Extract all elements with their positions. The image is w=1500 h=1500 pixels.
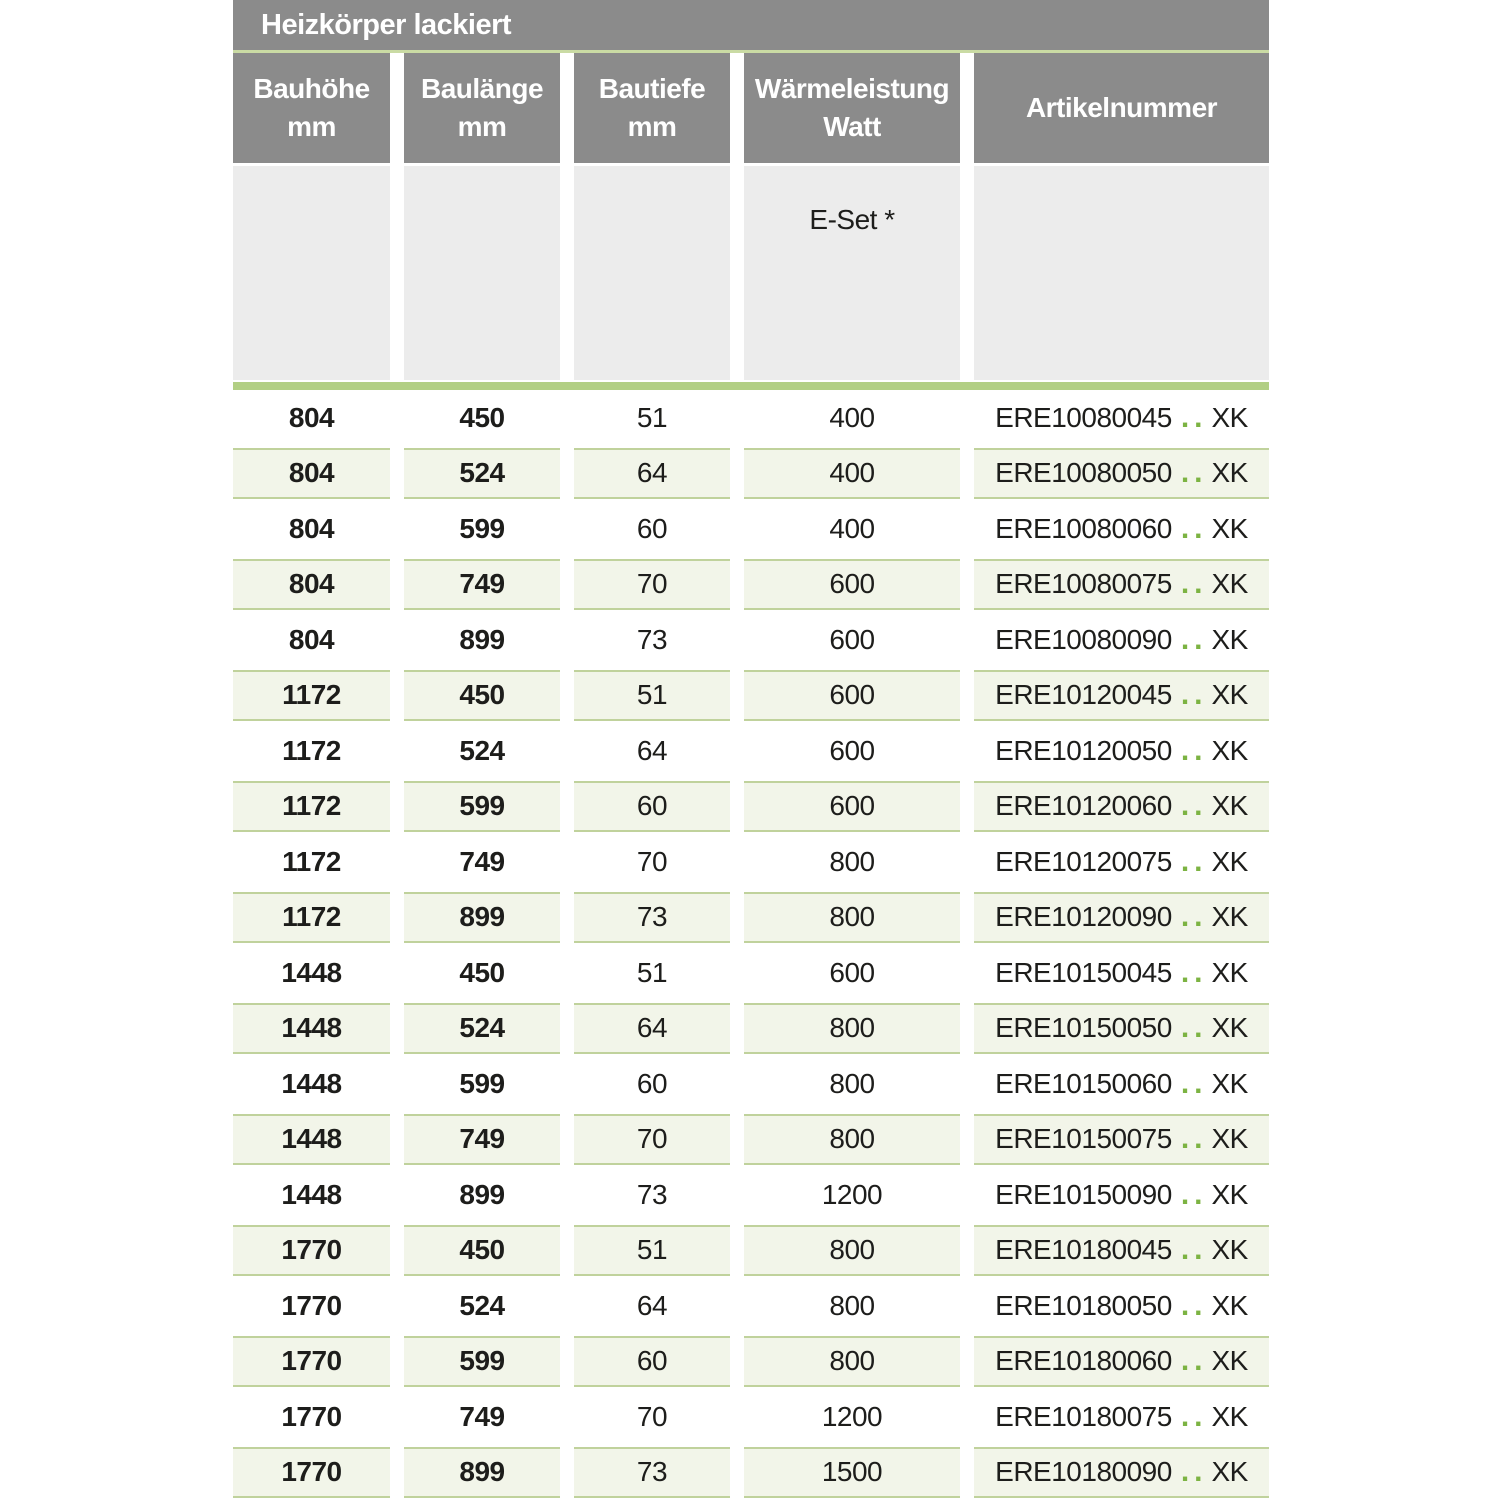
artikel-prefix: ERE10180075: [995, 1400, 1172, 1432]
cell-bauhoehe: 1770: [233, 1447, 390, 1499]
artikel-suffix: XK: [1211, 1289, 1248, 1321]
cell-baulaenge: 599: [404, 781, 560, 833]
cell-bauhoehe: 1770: [281, 1400, 342, 1432]
column-header-label: Bautiefe: [598, 73, 706, 105]
column-header-label: Bauhöhe: [253, 73, 370, 105]
artikel-prefix: ERE10150060: [995, 1067, 1172, 1099]
column-header-waermeleistung: [744, 53, 960, 163]
cell-baulaenge: 524: [404, 1003, 560, 1055]
cell-bautiefe: 64: [636, 734, 668, 766]
column-header-artikelnummer: [974, 53, 1269, 163]
cell-bautiefe: 64: [574, 1003, 730, 1055]
cell-baulaenge: 749: [459, 1400, 505, 1432]
cell-artikelnummer: [974, 501, 1269, 557]
artikel-prefix: ERE10150075: [995, 1123, 1172, 1155]
artikel-suffix: XK: [1211, 790, 1248, 822]
artikel-suffix: XK: [1211, 512, 1248, 544]
cell-artikelnummer: [974, 1167, 1269, 1223]
artikel-suffix: XK: [1211, 623, 1248, 655]
cell-baulaenge: 450: [404, 670, 560, 722]
cell-waermeleistung: 600: [829, 956, 875, 988]
table-row: [233, 834, 1269, 890]
cell-bauhoehe: 804: [233, 559, 390, 611]
cell-bauhoehe: 1172: [233, 892, 390, 944]
cell-baulaenge: 450: [459, 401, 505, 433]
eset-label: E-Set *: [809, 204, 895, 235]
cell-bautiefe: 51: [574, 1225, 730, 1277]
artikel-suffix: XK: [1211, 1345, 1248, 1377]
cell-bautiefe: 70: [636, 845, 668, 877]
cell-artikelnummer: [974, 781, 1269, 833]
cell-baulaenge: 450: [459, 956, 505, 988]
artikel-suffix: XK: [1211, 901, 1248, 933]
cell-artikelnummer: [974, 834, 1269, 890]
artikel-color-dots: ..: [1180, 844, 1208, 878]
artikel-prefix: ERE10120090: [995, 901, 1172, 933]
artikel-color-dots: ..: [1180, 1288, 1208, 1322]
artikel-prefix: ERE10180060: [995, 1345, 1172, 1377]
cell-bauhoehe: 1448: [281, 1067, 342, 1099]
cell-artikelnummer: [974, 390, 1269, 446]
cell-waermeleistung: 800: [829, 1289, 875, 1321]
cell-baulaenge: 899: [404, 892, 560, 944]
artikel-prefix: ERE10080060: [995, 512, 1172, 544]
cell-baulaenge: 524: [404, 448, 560, 500]
artikel-suffix: XK: [1211, 1067, 1248, 1099]
artikel-prefix: ERE10120050: [995, 734, 1172, 766]
artikel-color-dots: ..: [1180, 1066, 1208, 1100]
cell-waermeleistung: 600: [829, 623, 875, 655]
artikel-prefix: ERE10080050: [995, 457, 1172, 489]
table-row: [233, 945, 1269, 1001]
table-row: [233, 1445, 1269, 1500]
artikel-color-dots: ..: [1180, 622, 1208, 656]
cell-artikelnummer: [974, 559, 1269, 611]
column-header-bauhoehe: [233, 53, 390, 163]
cell-bautiefe: 51: [636, 401, 668, 433]
column-header-label: Artikelnummer: [1025, 92, 1218, 124]
artikel-color-dots: ..: [1180, 1011, 1208, 1045]
table-row: [233, 612, 1269, 668]
cell-baulaenge: 599: [459, 512, 505, 544]
artikel-prefix: ERE10120045: [995, 679, 1172, 711]
table-title-bar: [233, 0, 1269, 50]
cell-artikelnummer: [974, 723, 1269, 779]
artikel-suffix: XK: [1211, 679, 1248, 711]
table-row: [233, 723, 1269, 779]
cell-bauhoehe: 1448: [233, 1114, 390, 1166]
cell-bautiefe: 60: [636, 512, 668, 544]
artikel-color-dots: ..: [1180, 456, 1208, 490]
cell-bauhoehe: 1172: [282, 734, 341, 766]
artikel-suffix: XK: [1211, 1456, 1248, 1488]
cell-artikelnummer: [974, 1225, 1269, 1277]
artikel-color-dots: ..: [1180, 1455, 1208, 1489]
cell-bautiefe: 73: [574, 892, 730, 944]
cell-baulaenge: 450: [404, 1225, 560, 1277]
cell-bautiefe: 51: [636, 956, 668, 988]
column-header-label: Wärmeleistung: [754, 73, 950, 105]
artikel-prefix: ERE10150050: [995, 1012, 1172, 1044]
cell-artikelnummer: [974, 612, 1269, 668]
artikel-prefix: ERE10150090: [995, 1178, 1172, 1210]
cell-artikelnummer: [974, 1056, 1269, 1112]
cell-waermeleistung: 400: [829, 512, 875, 544]
cell-bautiefe: 73: [636, 1178, 668, 1210]
cell-bautiefe: 70: [574, 1114, 730, 1166]
cell-bauhoehe: 1770: [233, 1225, 390, 1277]
table-body: [233, 390, 1269, 1500]
cell-artikelnummer: [974, 892, 1269, 944]
table-row: [233, 890, 1269, 946]
cell-bauhoehe: 1448: [281, 1178, 342, 1210]
artikel-suffix: XK: [1211, 956, 1248, 988]
cell-waermeleistung: 800: [744, 892, 960, 944]
cell-bauhoehe: 1448: [233, 1003, 390, 1055]
cell-artikelnummer: [974, 1114, 1269, 1166]
cell-bautiefe: 60: [574, 781, 730, 833]
table-row: [233, 1389, 1269, 1445]
table-row: [233, 668, 1269, 724]
artikel-color-dots: ..: [1180, 400, 1208, 434]
cell-waermeleistung: 1200: [821, 1400, 883, 1432]
artikel-suffix: XK: [1211, 1400, 1248, 1432]
subheader-cell-bautiefe: [574, 166, 730, 380]
artikel-color-dots: ..: [1180, 1399, 1208, 1433]
cell-artikelnummer: [974, 1389, 1269, 1445]
cell-bautiefe: 73: [636, 623, 668, 655]
cell-bautiefe: 70: [574, 559, 730, 611]
artikel-prefix: ERE10080090: [995, 623, 1172, 655]
cell-baulaenge: 749: [404, 559, 560, 611]
artikel-suffix: XK: [1211, 1234, 1248, 1266]
subheader-cell-artikelnummer: [974, 166, 1269, 380]
cell-waermeleistung: 1200: [821, 1178, 883, 1210]
table-title: Heizkörper lackiert: [261, 8, 512, 41]
subheader-cell-eset: [744, 166, 960, 380]
column-header-label: Baulänge: [420, 73, 544, 105]
artikel-color-dots: ..: [1180, 900, 1208, 934]
artikel-prefix: ERE10080045: [995, 401, 1172, 433]
cell-waermeleistung: 400: [744, 448, 960, 500]
cell-waermeleistung: 600: [744, 781, 960, 833]
artikel-suffix: XK: [1211, 1012, 1248, 1044]
cell-artikelnummer: [974, 1336, 1269, 1388]
cell-artikelnummer: [974, 448, 1269, 500]
cell-waermeleistung: 600: [744, 559, 960, 611]
cell-bautiefe: 70: [636, 1400, 668, 1432]
cell-bauhoehe: 804: [288, 512, 335, 544]
column-header-unit: mm: [287, 111, 336, 142]
table-row: [233, 501, 1269, 557]
cell-baulaenge: 749: [404, 1114, 560, 1166]
cell-bauhoehe: 804: [288, 623, 335, 655]
cell-bautiefe: 51: [574, 670, 730, 722]
cell-bautiefe: 73: [574, 1447, 730, 1499]
column-header-baulaenge: [404, 53, 560, 163]
cell-baulaenge: 599: [404, 1336, 560, 1388]
cell-artikelnummer: [974, 1447, 1269, 1499]
cell-bauhoehe: 804: [288, 401, 335, 433]
cell-bautiefe: 60: [574, 1336, 730, 1388]
artikel-color-dots: ..: [1180, 733, 1208, 767]
artikel-color-dots: ..: [1180, 1233, 1208, 1267]
cell-bauhoehe: 1770: [233, 1336, 390, 1388]
table-row: [233, 1112, 1269, 1168]
cell-baulaenge: 899: [404, 1447, 560, 1499]
cell-bautiefe: 64: [636, 1289, 668, 1321]
subheader-row: [233, 166, 1269, 380]
cell-baulaenge: 899: [459, 623, 505, 655]
table-row: [233, 390, 1269, 446]
table-row: [233, 1223, 1269, 1279]
table-row: [233, 557, 1269, 613]
artikel-prefix: ERE10150045: [995, 956, 1172, 988]
header-separator-bar: [233, 382, 1269, 390]
cell-baulaenge: 749: [459, 845, 505, 877]
cell-baulaenge: 524: [459, 734, 505, 766]
table-row: [233, 1334, 1269, 1390]
artikel-suffix: XK: [1211, 1123, 1248, 1155]
artikel-color-dots: ..: [1180, 567, 1208, 601]
table-row: [233, 1056, 1269, 1112]
cell-artikelnummer: [974, 945, 1269, 1001]
cell-bautiefe: 64: [574, 448, 730, 500]
cell-bauhoehe: 804: [233, 448, 390, 500]
artikel-color-dots: ..: [1180, 1344, 1208, 1378]
artikel-prefix: ERE10180050: [995, 1289, 1172, 1321]
artikel-suffix: XK: [1211, 568, 1248, 600]
artikel-color-dots: ..: [1180, 1177, 1208, 1211]
cell-baulaenge: 899: [459, 1178, 505, 1210]
cell-bauhoehe: 1770: [281, 1289, 342, 1321]
table-row: [233, 1167, 1269, 1223]
spec-table: [233, 0, 1269, 1500]
column-header-unit: Watt: [823, 111, 881, 142]
cell-waermeleistung: 800: [829, 845, 875, 877]
cell-waermeleistung: 800: [744, 1225, 960, 1277]
artikel-suffix: XK: [1211, 1178, 1248, 1210]
artikel-suffix: XK: [1211, 734, 1248, 766]
artikel-color-dots: ..: [1180, 955, 1208, 989]
artikel-suffix: XK: [1211, 401, 1248, 433]
subheader-cell-baulaenge: [404, 166, 560, 380]
cell-waermeleistung: 800: [744, 1003, 960, 1055]
artikel-color-dots: ..: [1180, 678, 1208, 712]
artikel-prefix: ERE10180090: [995, 1456, 1172, 1488]
artikel-prefix: ERE10180045: [995, 1234, 1172, 1266]
cell-bauhoehe: 1172: [282, 845, 341, 877]
column-header-row: [233, 53, 1269, 163]
cell-waermeleistung: 800: [829, 1067, 875, 1099]
table-row: [233, 446, 1269, 502]
cell-bauhoehe: 1172: [233, 670, 390, 722]
cell-baulaenge: 599: [459, 1067, 505, 1099]
cell-bautiefe: 60: [636, 1067, 668, 1099]
cell-baulaenge: 524: [459, 1289, 505, 1321]
artikel-suffix: XK: [1211, 457, 1248, 489]
cell-artikelnummer: [974, 1278, 1269, 1334]
cell-bauhoehe: 1172: [233, 781, 390, 833]
cell-artikelnummer: [974, 1003, 1269, 1055]
cell-waermeleistung: 600: [744, 670, 960, 722]
artikel-prefix: ERE10120075: [995, 845, 1172, 877]
artikel-color-dots: ..: [1180, 511, 1208, 545]
artikel-prefix: ERE10080075: [995, 568, 1172, 600]
cell-artikelnummer: [974, 670, 1269, 722]
artikel-color-dots: ..: [1180, 1122, 1208, 1156]
cell-waermeleistung: 800: [744, 1114, 960, 1166]
column-header-unit: mm: [627, 111, 677, 142]
column-header-bautiefe: [574, 53, 730, 163]
table-row: [233, 1278, 1269, 1334]
table-row: [233, 779, 1269, 835]
cell-waermeleistung: 600: [829, 734, 875, 766]
subheader-cell-bauhoehe: [233, 166, 390, 380]
cell-bauhoehe: 1448: [281, 956, 342, 988]
artikel-color-dots: ..: [1180, 789, 1208, 823]
cell-waermeleistung: 800: [744, 1336, 960, 1388]
column-header-unit: mm: [457, 111, 507, 142]
artikel-prefix: ERE10120060: [995, 790, 1172, 822]
cell-waermeleistung: 1500: [744, 1447, 960, 1499]
cell-waermeleistung: 400: [829, 401, 875, 433]
table-row: [233, 1001, 1269, 1057]
artikel-suffix: XK: [1211, 845, 1248, 877]
